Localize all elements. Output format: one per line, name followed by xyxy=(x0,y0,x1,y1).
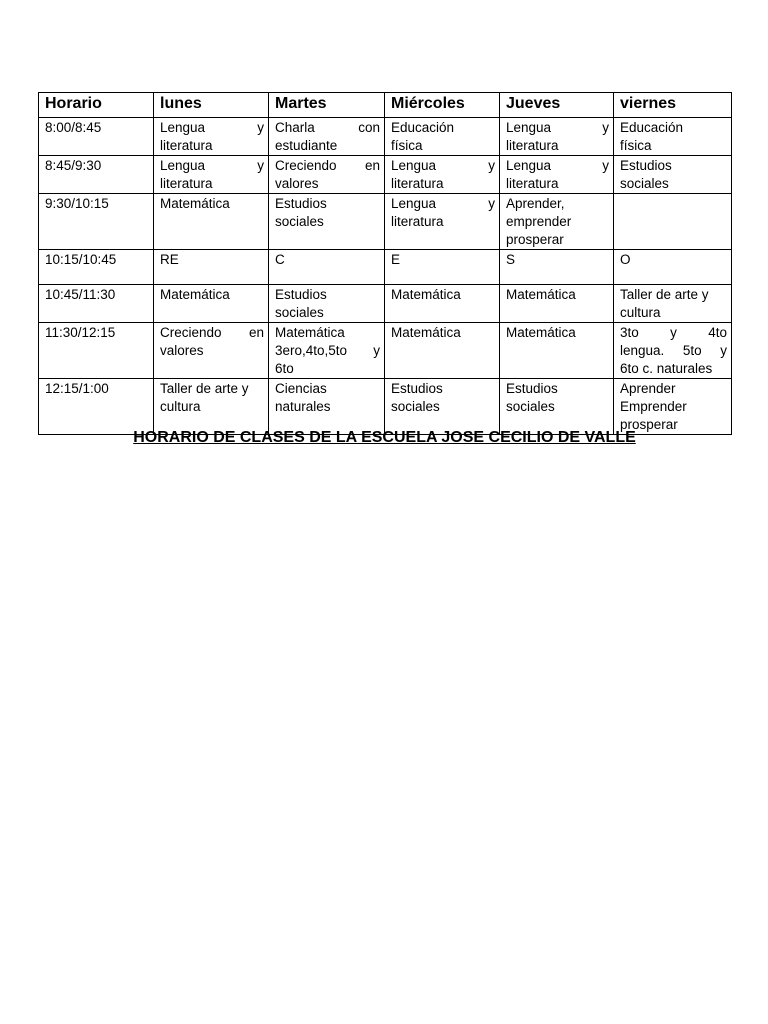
cell-line: sociales xyxy=(506,399,555,414)
cell-line: Lengua y xyxy=(160,158,264,173)
subject-cell xyxy=(385,118,500,156)
header-lunes: lunes xyxy=(154,93,269,118)
cell-line: Matemática xyxy=(160,196,230,211)
subject-cell xyxy=(269,285,385,323)
cell-line: literatura xyxy=(506,138,559,153)
subject-cell xyxy=(614,379,732,435)
cell-line: sociales xyxy=(620,176,669,191)
header-miercoles: Miércoles xyxy=(385,93,500,118)
cell-line: Matemática xyxy=(391,287,461,302)
subject-cell xyxy=(500,323,614,379)
subject-cell xyxy=(269,194,385,250)
cell-line: O xyxy=(620,252,631,267)
cell-line: E xyxy=(391,252,401,267)
cell-line: 6to c. naturales xyxy=(620,361,713,376)
subject-cell xyxy=(154,250,269,285)
cell-line: S xyxy=(506,252,516,267)
cell-line: Aprender xyxy=(620,381,676,396)
cell-line: Matemática xyxy=(506,287,576,302)
subject-cell xyxy=(269,118,385,156)
cell-line: física xyxy=(620,138,652,153)
cell-line: Aprender, xyxy=(506,196,565,211)
header-viernes: viernes xyxy=(614,93,732,118)
subject-cell xyxy=(385,194,500,250)
cell-line: naturales xyxy=(275,399,331,414)
cell-line: Matemática xyxy=(391,325,461,340)
cell-line: Estudios xyxy=(391,381,443,396)
cell-line: Educación xyxy=(391,120,455,135)
subject-cell xyxy=(154,156,269,194)
cell-line: lengua. 5to y xyxy=(620,343,727,358)
table-row xyxy=(39,194,732,250)
cell-line: Lengua y xyxy=(160,120,264,135)
time-cell: 12:15/1:00 xyxy=(39,379,154,435)
subject-cell xyxy=(500,194,614,250)
cell-line: Taller de arte y xyxy=(620,287,709,302)
cell-line: sociales xyxy=(275,305,324,320)
subject-cell xyxy=(500,285,614,323)
table-row xyxy=(39,323,732,379)
table-row xyxy=(39,250,732,285)
subject-cell xyxy=(385,285,500,323)
table-row xyxy=(39,156,732,194)
cell-line: cultura xyxy=(160,399,201,414)
cell-line: Lengua y xyxy=(391,196,495,211)
cell-line: 3ero,4to,5to y xyxy=(275,343,380,358)
time-cell: 11:30/12:15 xyxy=(39,323,154,379)
header-martes: Martes xyxy=(269,93,385,118)
cell-line: Estudios xyxy=(620,158,672,173)
cell-line: sociales xyxy=(275,214,324,229)
cell-line: Estudios xyxy=(275,196,327,211)
header-horario: Horario xyxy=(39,93,154,118)
cell-line: Ciencias xyxy=(275,381,327,396)
subject-cell xyxy=(500,250,614,285)
cell-line: valores xyxy=(160,343,204,358)
subject-cell xyxy=(385,379,500,435)
cell-line: 6to xyxy=(275,361,294,376)
subject-cell xyxy=(154,118,269,156)
subject-cell xyxy=(385,323,500,379)
cell-line: prosperar xyxy=(506,232,564,247)
subject-cell xyxy=(269,379,385,435)
cell-line: prosperar xyxy=(620,417,678,432)
header-jueves: Jueves xyxy=(500,93,614,118)
cell-line: emprender xyxy=(506,214,572,229)
cell-line: Lengua y xyxy=(391,158,495,173)
cell-line: Matemática xyxy=(160,287,230,302)
subject-cell xyxy=(269,156,385,194)
cell-line: física xyxy=(391,138,423,153)
time-cell: 10:15/10:45 xyxy=(39,250,154,285)
subject-cell xyxy=(614,285,732,323)
subject-cell xyxy=(614,194,732,250)
cell-line: Matemática xyxy=(275,325,345,340)
cell-line: sociales xyxy=(391,399,440,414)
cell-line: Creciendo en xyxy=(275,158,380,173)
subject-cell xyxy=(154,323,269,379)
subject-cell xyxy=(385,156,500,194)
cell-line: valores xyxy=(275,176,319,191)
subject-cell xyxy=(500,156,614,194)
cell-line: Creciendo en xyxy=(160,325,264,340)
cell-line: literatura xyxy=(160,138,213,153)
cell-line: Charla con xyxy=(275,120,380,135)
cell-line: Matemática xyxy=(506,325,576,340)
table-body xyxy=(39,118,732,435)
cell-line: 3to y 4to xyxy=(620,325,727,340)
subject-cell xyxy=(269,323,385,379)
table-header-row xyxy=(39,93,732,118)
cell-line: estudiante xyxy=(275,138,338,153)
cell-line: Lengua y xyxy=(506,120,609,135)
cell-line: Taller de arte y xyxy=(160,381,249,396)
subject-cell xyxy=(269,250,385,285)
subject-cell xyxy=(500,379,614,435)
time-cell: 10:45/11:30 xyxy=(39,285,154,323)
subject-cell xyxy=(154,194,269,250)
cell-line: Estudios xyxy=(275,287,327,302)
cell-line: C xyxy=(275,252,285,267)
cell-line: Estudios xyxy=(506,381,558,396)
table-row xyxy=(39,118,732,156)
subject-cell xyxy=(385,250,500,285)
subject-cell xyxy=(154,285,269,323)
table-row xyxy=(39,285,732,323)
subject-cell xyxy=(154,379,269,435)
cell-line: literatura xyxy=(506,176,559,191)
table-row xyxy=(39,379,732,435)
cell-line: Lengua y xyxy=(506,158,609,173)
cell-line: Educación xyxy=(620,120,684,135)
subject-cell xyxy=(614,156,732,194)
subject-cell xyxy=(614,118,732,156)
time-cell: 8:45/9:30 xyxy=(39,156,154,194)
subject-cell xyxy=(614,323,732,379)
time-cell: 8:00/8:45 xyxy=(39,118,154,156)
subject-cell xyxy=(614,250,732,285)
cell-line: literatura xyxy=(391,214,444,229)
cell-line: cultura xyxy=(620,305,661,320)
cell-line: literatura xyxy=(160,176,213,191)
cell-line: literatura xyxy=(391,176,444,191)
subject-cell xyxy=(500,118,614,156)
class-schedule-table xyxy=(38,92,732,435)
schedule-caption: HORARIO DE CLASES DE LA ESCUELA JOSE CECILIO DE VALLE xyxy=(133,429,636,446)
cell-line: Emprender xyxy=(620,399,687,414)
time-cell: 9:30/10:15 xyxy=(39,194,154,250)
cell-line: RE xyxy=(160,252,179,267)
